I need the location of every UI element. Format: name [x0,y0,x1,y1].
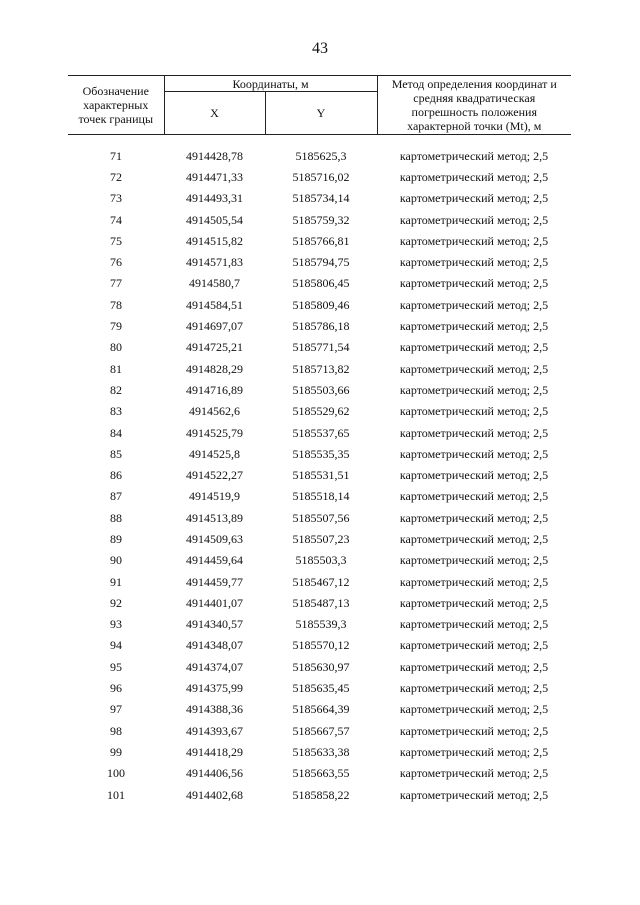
cell-method: картометрический метод; 2,5 [399,425,549,440]
cell-method: картометрический метод; 2,5 [399,340,549,355]
table-row [68,528,571,549]
cell-method: картометрический метод; 2,5 [399,233,549,248]
cell-y: 5185667,57 [292,723,350,738]
cell-y: 5185759,32 [292,212,350,227]
cell-x: 4914513,89 [186,510,243,525]
cell-point: 97 [110,702,122,717]
table-row [68,188,571,209]
cell-point: 99 [110,744,122,759]
cell-point: 80 [110,340,122,355]
cell-x: 4914340,57 [186,617,243,632]
cell-method: картометрический метод; 2,5 [399,723,549,738]
cell-x: 4914374,07 [186,659,243,674]
cell-x: 4914522,27 [186,468,243,483]
cell-method: картометрический метод; 2,5 [399,276,549,291]
cell-point: 74 [110,212,122,227]
cell-method: картометрический метод; 2,5 [399,468,549,483]
cell-method: картометрический метод; 2,5 [399,404,549,419]
cell-method: картометрический метод; 2,5 [399,681,549,696]
cell-point: 100 [107,766,125,781]
table-row [68,550,571,571]
cell-method: картометрический метод; 2,5 [399,361,549,376]
table-row [68,358,571,379]
cell-y: 5185663,55 [292,766,350,781]
cell-y: 5185467,12 [292,574,350,589]
table-row [68,422,571,443]
cell-y: 5185487,13 [292,595,350,610]
table-row [68,592,571,613]
table-row [68,677,571,698]
header-x: X [164,92,265,135]
cell-method: картометрический метод; 2,5 [399,297,549,312]
cell-x: 4914584,51 [186,297,243,312]
table-row [68,784,571,805]
cell-point: 82 [110,382,122,397]
table-row [68,571,571,592]
cell-method: картометрический метод; 2,5 [399,617,549,632]
table-row [68,315,571,336]
cell-y: 5185535,35 [292,446,350,461]
cell-method: картометрический метод; 2,5 [399,382,549,397]
cell-x: 4914725,21 [186,340,243,355]
table-row [68,166,571,187]
cell-x: 4914828,29 [186,361,243,376]
cell-method: картометрический метод; 2,5 [399,212,549,227]
cell-y: 5185766,81 [292,233,350,248]
cell-point: 78 [110,297,122,312]
table-row [68,230,571,251]
cell-method: картометрический метод; 2,5 [399,510,549,525]
cell-method: картометрический метод; 2,5 [399,574,549,589]
header-method: Метод определения координат и средняя квадратическая погрешность положения характерной точки (Mt), м [377,76,571,135]
table-row [68,209,571,230]
cell-y: 5185858,22 [292,787,350,802]
cell-x: 4914375,99 [186,681,243,696]
cell-x: 4914562,6 [189,404,240,419]
header-y: Y [265,92,377,135]
cell-point: 89 [110,531,122,546]
cell-x: 4914493,31 [186,191,243,206]
cell-point: 98 [110,723,122,738]
table-row [68,614,571,635]
cell-x: 4914697,07 [186,319,243,334]
cell-point: 76 [110,255,122,270]
header-point-designation: Обозначение характерных точек границы [68,76,164,135]
cell-y: 5185503,3 [295,553,347,568]
header-coordinates: Координаты, м [164,76,377,92]
cell-point: 75 [110,233,122,248]
table-row [68,763,571,784]
cell-point: 93 [110,617,122,632]
cell-point: 91 [110,574,122,589]
cell-method: картометрический метод; 2,5 [399,148,549,163]
cell-x: 4914401,07 [186,595,243,610]
cell-point: 94 [110,638,122,653]
cell-x: 4914402,68 [186,787,243,802]
cell-y: 5185771,54 [292,340,350,355]
cell-y: 5185570,12 [292,638,350,653]
cell-method: картометрический метод; 2,5 [399,553,549,568]
cell-point: 92 [110,595,122,610]
table-body [68,135,571,806]
coordinates-table [68,75,571,805]
table-row [68,294,571,315]
cell-method: картометрический метод; 2,5 [399,255,549,270]
cell-point: 88 [110,510,122,525]
cell-x: 4914571,83 [186,255,243,270]
cell-x: 4914393,67 [186,723,243,738]
table-row [68,507,571,528]
cell-x: 4914716,89 [186,382,243,397]
cell-method: картометрический метод; 2,5 [399,787,549,802]
cell-point: 90 [110,553,122,568]
table-row [68,401,571,422]
cell-y: 5185518,14 [292,489,350,504]
cell-x: 4914580,7 [189,276,240,291]
table-row [68,635,571,656]
cell-x: 4914525,8 [189,446,240,461]
cell-method: картометрический метод; 2,5 [399,531,549,546]
cell-y: 5185713,82 [292,361,350,376]
cell-x: 4914515,82 [186,233,243,248]
cell-method: картометрический метод; 2,5 [399,319,549,334]
cell-point: 73 [110,191,122,206]
cell-x: 4914459,64 [186,553,243,568]
cell-x: 4914428,78 [186,148,243,163]
cell-point: 77 [110,276,122,291]
cell-method: картометрический метод; 2,5 [399,702,549,717]
table-row [68,741,571,762]
cell-x: 4914505,54 [186,212,243,227]
cell-y: 5185503,66 [292,382,350,397]
cell-point: 87 [110,489,122,504]
cell-x: 4914471,33 [186,169,243,184]
table-row [68,379,571,400]
cell-point: 79 [110,319,122,334]
table-row [68,464,571,485]
cell-x: 4914509,63 [186,531,243,546]
cell-point: 96 [110,681,122,696]
cell-x: 4914406,56 [186,766,243,781]
cell-x: 4914459,77 [186,574,243,589]
cell-y: 5185716,02 [292,169,350,184]
cell-y: 5185635,45 [292,681,350,696]
cell-method: картометрический метод; 2,5 [399,659,549,674]
cell-y: 5185664,39 [292,702,350,717]
cell-point: 83 [110,404,122,419]
table-row [68,337,571,358]
page-number: 43 [312,40,328,57]
cell-x: 4914388,36 [186,702,243,717]
cell-y: 5185806,45 [292,276,350,291]
cell-y: 5185809,46 [292,297,350,312]
cell-method: картометрический метод; 2,5 [399,446,549,461]
cell-point: 101 [107,787,125,802]
cell-x: 4914418,29 [186,744,243,759]
cell-y: 5185633,38 [292,744,350,759]
cell-point: 71 [110,148,122,163]
cell-point: 84 [110,425,122,440]
cell-y: 5185531,51 [292,468,350,483]
cell-method: картометрический метод; 2,5 [399,489,549,504]
cell-point: 95 [110,659,122,674]
cell-method: картометрический метод; 2,5 [399,595,549,610]
cell-method: картометрический метод; 2,5 [399,638,549,653]
cell-method: картометрический метод; 2,5 [399,744,549,759]
cell-y: 5185794,75 [292,255,350,270]
table-row [68,251,571,272]
table-row [68,443,571,464]
cell-y: 5185734,14 [292,191,350,206]
cell-y: 5185625,3 [295,148,347,163]
cell-y: 5185529,62 [292,404,350,419]
table-row [68,273,571,294]
cell-y: 5185507,23 [292,531,350,546]
cell-point: 85 [110,446,122,461]
cell-method: картометрический метод; 2,5 [399,766,549,781]
table-row [68,720,571,741]
cell-y: 5185537,65 [292,425,350,440]
table-row [68,656,571,677]
table-row [68,699,571,720]
table-row [68,486,571,507]
cell-x: 4914348,07 [186,638,243,653]
cell-method: картометрический метод; 2,5 [399,191,549,206]
cell-point: 86 [110,468,122,483]
cell-y: 5185786,18 [292,319,350,334]
cell-y: 5185630,97 [292,659,350,674]
cell-point: 72 [110,169,122,184]
cell-y: 5185539,3 [295,617,347,632]
cell-x: 4914519,9 [189,489,240,504]
cell-x: 4914525,79 [186,425,243,440]
cell-method: картометрический метод; 2,5 [399,169,549,184]
table-row [68,145,571,166]
cell-point: 81 [110,361,122,376]
cell-y: 5185507,56 [292,510,350,525]
